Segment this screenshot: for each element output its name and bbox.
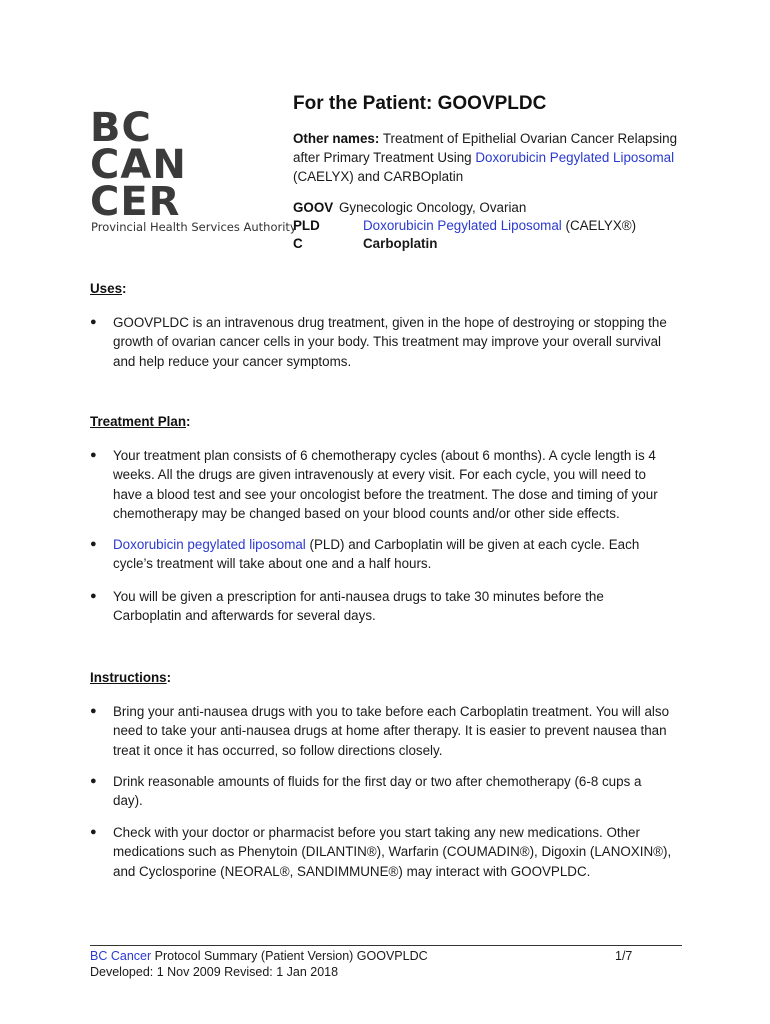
logo-line-1: BC bbox=[90, 105, 152, 151]
drug-link[interactable]: Doxorubicin pegylated liposomal bbox=[113, 537, 306, 552]
code-drug-link[interactable]: Doxorubicin Pegylated Liposomal bbox=[363, 218, 562, 233]
code-key: PLD bbox=[293, 218, 320, 233]
list-item-text: You will be given a prescription for anti-nausea drugs to take 30 minutes before the Carboplatin and afterwards for several days. bbox=[113, 589, 604, 624]
code-key: GOOV bbox=[293, 200, 334, 215]
bullet-icon: ● bbox=[90, 538, 97, 550]
bullet-icon: ● bbox=[90, 705, 97, 717]
logo-line-2: CAN bbox=[90, 142, 187, 188]
logo-line-3: CER bbox=[90, 179, 181, 225]
footer-divider bbox=[90, 945, 682, 946]
section-heading-treatment-plan: Treatment Plan: bbox=[90, 414, 191, 429]
footer-dates: Developed: 1 Nov 2009 Revised: 1 Jan 2018 bbox=[90, 965, 339, 979]
code-key: C bbox=[293, 236, 303, 251]
bullet-icon: ● bbox=[90, 826, 97, 838]
footer-bc-cancer-link[interactable]: BC Cancer bbox=[90, 949, 152, 963]
code-brand: (CAELYX®) bbox=[565, 218, 637, 233]
list-item-text: Your treatment plan consists of 6 chemotherapy cycles (about 6 months). A cycle length is 4 weeks. All the drugs are given intravenously at every visit. For each cycle, you will need to have a blood test and see your oncologist before the treatment. The dose and timing of your chemotherapy may be changed based on your blood counts and/or other side effects. bbox=[113, 448, 658, 522]
list-item-text: Check with your doctor or pharmacist before you start taking any new medications. Other medications such as Phenytoin (DILANTIN®), Warfarin (COUMADIN®), Digoxin (LANOXIN®), and Cyclosporine (NEORAL®, SANDIMMUNE®) may interact with GOOVPLDC. bbox=[113, 825, 672, 879]
bullet-icon: ● bbox=[90, 316, 97, 328]
section-heading-uses: Uses: bbox=[90, 281, 127, 296]
code-value: Gynecologic Oncology, Ovarian bbox=[339, 200, 527, 215]
list-item-text: Drink reasonable amounts of fluids for the first day or two after chemotherapy (6-8 cups a day). bbox=[113, 774, 642, 809]
code-value: Carboplatin bbox=[363, 236, 438, 251]
other-names-label: Other names: bbox=[293, 131, 380, 146]
page-number: 1/7 bbox=[615, 949, 633, 963]
list-item-text: GOOVPLDC is an intravenous drug treatment, given in the hope of destroying or stopping the growth of ovarian cancer cells in your body. This treatment may improve your overall survival and help reduce your cancer symptoms. bbox=[113, 315, 667, 369]
list-item-text: Doxorubicin pegylated liposomal (PLD) and Carboplatin will be given at each cycle. Each cycle’s treatment will take about one and a half hours. bbox=[113, 537, 640, 572]
other-names bbox=[293, 130, 693, 186]
bullet-icon: ● bbox=[90, 775, 97, 787]
page-title: For the Patient: GOOVPLDC bbox=[293, 93, 547, 114]
footer-summary-text: Protocol Summary (Patient Version) GOOVPLDC bbox=[154, 949, 428, 963]
list-item-text: Bring your anti-nausea drugs with you to take before each Carboplatin treatment. You will also need to take your anti-nausea drugs at home after therapy. It is easier to prevent nausea than treat it once it has occurred, so follow directions closely. bbox=[113, 704, 670, 758]
code-value bbox=[363, 217, 636, 235]
other-names-post: (CAELYX) and CARBOplatin bbox=[293, 168, 464, 184]
bullet-icon: ● bbox=[90, 590, 97, 602]
section-heading-instructions: Instructions: bbox=[90, 670, 172, 685]
footer-summary bbox=[90, 949, 428, 963]
logo-subtitle: Provincial Health Services Authority bbox=[91, 220, 297, 234]
other-names-drug-link[interactable]: Doxorubicin Pegylated Liposomal bbox=[475, 149, 675, 165]
bullet-icon: ● bbox=[90, 449, 97, 461]
other-names-pre: Treatment of Epithelial Ovarian Cancer Relapsing after Primary Treatment Using bbox=[293, 131, 678, 165]
